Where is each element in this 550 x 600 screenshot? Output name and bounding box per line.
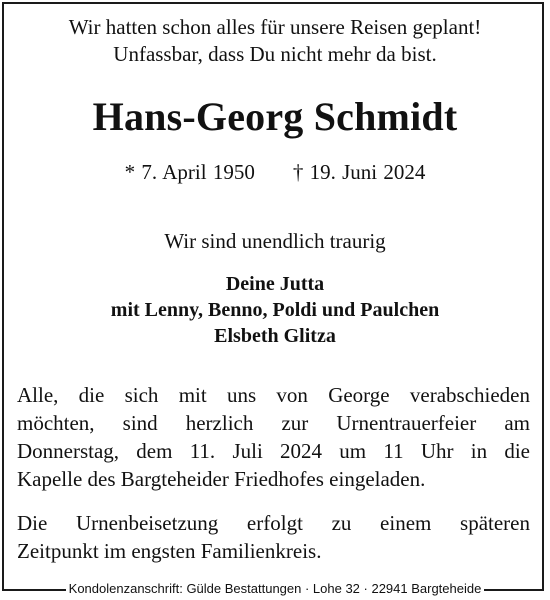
paragraph-line: Kapelle des Bargteheider Friedhofes eingeladen. bbox=[17, 467, 426, 491]
mourner-line: mit Lenny, Benno, Poldi und Paulchen bbox=[110, 299, 440, 321]
condolence-address: Kondolenzanschrift: Gülde Bestattungen · Lohe 32 · 22941 Bargteheide bbox=[66, 581, 485, 596]
paragraph-line: Zeitpunkt im engsten Familienkreis. bbox=[17, 539, 322, 563]
paragraph-line: Alle, die sich mit uns von George verabschieden bbox=[17, 383, 530, 407]
deceased-name: Hans-Georg Schmidt bbox=[92, 94, 458, 139]
birth-date: * 7. April 1950 bbox=[124, 160, 255, 184]
intro-line: Unfassbar, dass Du nicht mehr da bist. bbox=[113, 42, 437, 66]
mourners-list bbox=[0, 271, 550, 349]
paragraph-line: Die Urnenbeisetzung erfolgt zu einem späteren bbox=[17, 511, 530, 535]
death-date: † 19. Juni 2024 bbox=[292, 160, 426, 184]
mourning-statement: Wir sind unendlich traurig bbox=[164, 229, 386, 253]
paragraph-line: Donnerstag, dem 11. Juli 2024 um 11 Uhr in die bbox=[17, 439, 530, 463]
condolence-footer bbox=[0, 580, 550, 598]
intro-line: Wir hatten schon alles für unsere Reisen geplant! bbox=[68, 15, 482, 39]
mourner-line: Elsbeth Glitza bbox=[214, 325, 336, 347]
paragraph-line: möchten, sind herzlich zur Urnentrauerfeier am bbox=[17, 411, 530, 435]
intro-text bbox=[0, 14, 550, 68]
burial-paragraph bbox=[17, 509, 530, 565]
mourner-line: Deine Jutta bbox=[225, 273, 325, 295]
life-dates bbox=[0, 159, 550, 186]
ceremony-paragraph bbox=[17, 381, 530, 493]
